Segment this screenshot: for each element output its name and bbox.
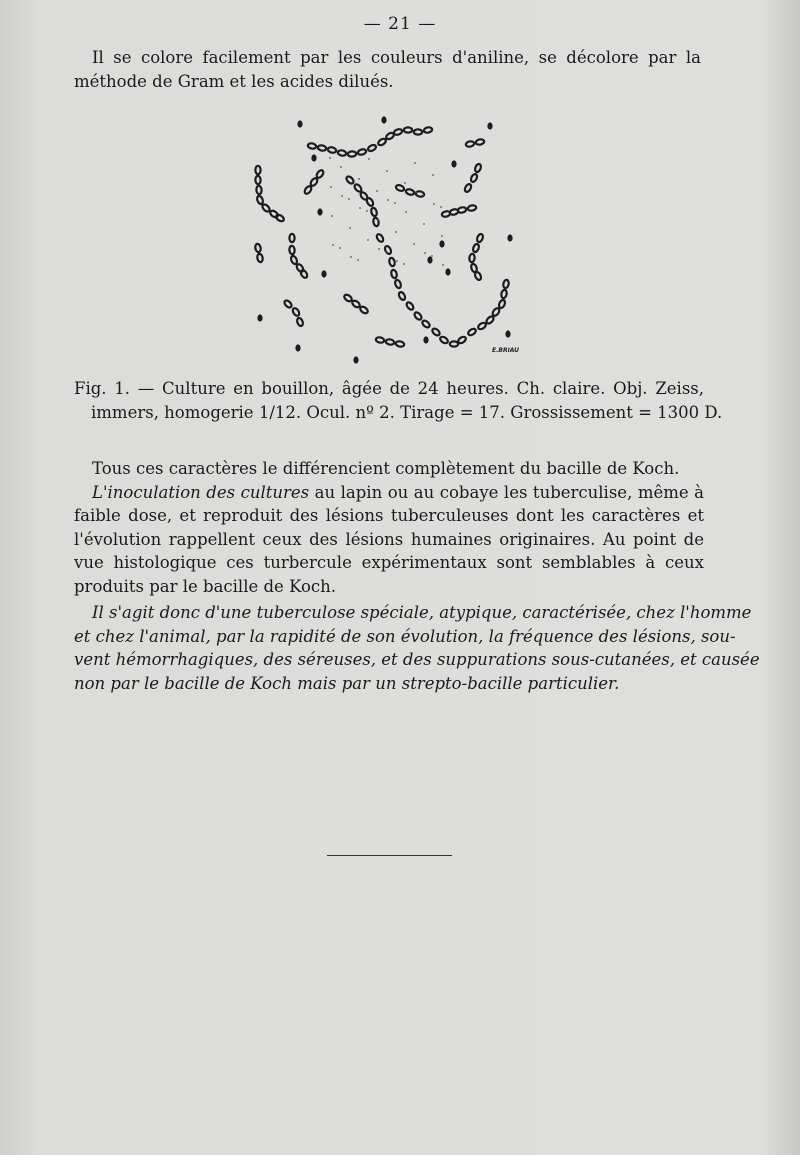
bacillus-cell [439, 336, 449, 345]
figure-streptobacilli-drawing [240, 108, 540, 370]
body-line-2-rest: au lapin ou au cobaye les tuberculise, même à [309, 482, 704, 502]
bacillus-cell [405, 188, 415, 195]
engraver-signature: E.BRIAU [492, 347, 520, 354]
bacillus-single [257, 314, 262, 321]
bacillus-cell [357, 148, 367, 155]
granule-speck [424, 252, 426, 254]
bacillus-cell [375, 337, 384, 344]
granule-speck [413, 243, 415, 245]
bacillus-cell [491, 307, 500, 317]
bacillus-cell [423, 127, 432, 134]
bacillus-single [427, 256, 432, 263]
granule-speck [394, 202, 396, 204]
bacillus-cell [289, 234, 294, 242]
bacillus-cell [405, 301, 414, 311]
bacillus-cell [467, 327, 477, 336]
granule-speck [405, 211, 407, 213]
granule-speck [386, 170, 388, 172]
bacillus-cell [413, 311, 422, 321]
bacillus-cell [370, 207, 377, 217]
body-paragraph [74, 457, 704, 598]
bacillus-cell [457, 336, 467, 345]
bacillus-single [321, 270, 326, 277]
caption-line-1: Fig. 1. — Culture en bouillon, âgée de 24 heures. Ch. claire. Obj. Zeiss, [74, 379, 704, 398]
granule-speck [395, 231, 397, 233]
granule-speck [348, 198, 350, 200]
granule-speck [422, 194, 424, 196]
bacillus-cell [343, 293, 353, 302]
bacillus-cell [474, 271, 482, 281]
bacillus-cell [465, 141, 474, 148]
bacillus-single [505, 330, 510, 337]
bacillus-cell [385, 339, 394, 346]
bacillus-cell [472, 243, 480, 253]
bacillus-cell [395, 341, 404, 348]
bacillus-single [297, 120, 302, 127]
granule-speck [330, 186, 332, 188]
bacillus-cell [395, 184, 405, 192]
conclusion-line-3: vent hémorrhagiques, des séreuses, et des suppurations sous-cutanées, et causée [74, 650, 760, 669]
granule-speck [385, 251, 387, 253]
granule-speck [341, 195, 343, 197]
bacillus-cell [317, 145, 326, 152]
granule-speck [404, 182, 406, 184]
bacillus-cell [394, 279, 402, 289]
granule-speck [358, 178, 360, 180]
caption-line-2: immers, homogerie 1/12. Ocul. nº 2. Tirage = 17. Grossissement = 1300 D. [91, 402, 723, 422]
bacillus-single [487, 122, 492, 129]
bacillus-cell [292, 307, 301, 317]
conclusion-paragraph [74, 601, 760, 695]
granule-speck [366, 210, 368, 212]
bacillus-cell [398, 291, 407, 301]
granule-speck [431, 255, 433, 257]
bacillus-cell [373, 217, 380, 226]
granule-speck [367, 239, 369, 241]
bacillus-cell [256, 186, 262, 195]
figure-caption [74, 377, 723, 424]
bacillus-cell [431, 327, 441, 336]
bacillus-cell [315, 169, 324, 179]
bacillus-cell [421, 319, 431, 328]
granule-speck [378, 248, 380, 250]
bacillus-cell [476, 233, 484, 243]
granule-speck [415, 191, 417, 193]
bacillus-single [439, 240, 444, 247]
bacillus-single [317, 208, 322, 215]
bacillus-cell [475, 139, 484, 146]
bacillus-cell [353, 183, 362, 193]
bacillus-cell [300, 269, 309, 279]
bacillus-cell [367, 144, 377, 152]
page-number: — 21 — [363, 14, 437, 34]
granule-speck [357, 259, 359, 261]
bacillus-single [295, 344, 300, 351]
bacillus-cell [503, 279, 510, 288]
granule-speck [441, 235, 443, 237]
bacillus-cell [351, 299, 361, 308]
bacillus-cell [309, 177, 318, 187]
granule-speck [423, 223, 425, 225]
section-divider [327, 855, 452, 856]
body-line-2 [74, 481, 704, 505]
granule-speck [403, 263, 405, 265]
bacillus-cell [474, 163, 482, 173]
granule-speck [376, 190, 378, 192]
conclusion-line-1: Il s'agit donc d'une tuberculose spéciale, atypique, caractérisée, chez l'homme [92, 603, 752, 622]
bacillus-cell [275, 214, 285, 223]
bacillus-single [451, 160, 456, 167]
bacillus-cell [450, 341, 458, 346]
granule-speck [433, 203, 435, 205]
granule-speck [359, 207, 361, 209]
bacillus-cell [467, 205, 476, 212]
granule-speck [432, 174, 434, 176]
intro-line-2: méthode de Gram et les acides dilués. [74, 71, 394, 91]
granule-speck [440, 206, 442, 208]
bacillus-cell [414, 129, 422, 134]
bacillus-cell [261, 203, 271, 213]
granule-speck [331, 215, 333, 217]
bacillus-cell [307, 143, 316, 150]
body-line-4: l'évolution rappellent ceux des lésions humaines originaires. Au point de [74, 529, 704, 549]
bacillus-cell [469, 254, 475, 263]
bacillus-cell [255, 243, 262, 252]
bacillus-cell [404, 127, 412, 132]
bacillus-single [353, 356, 358, 363]
bacilli-illustration [240, 108, 540, 370]
granule-speck [350, 256, 352, 258]
bacillus-cell [283, 299, 293, 309]
bacillus-single [311, 154, 316, 161]
bacillus-cell [376, 233, 385, 243]
bacillus-single [445, 268, 450, 275]
bacillus-cell [290, 255, 298, 265]
bacillus-cell [296, 317, 304, 327]
granule-speck [387, 199, 389, 201]
bacillus-cell [384, 245, 392, 255]
bacillus-cell [366, 197, 375, 207]
bacillus-cell [470, 173, 478, 183]
bacillus-cell [257, 253, 264, 262]
bacillus-cell [337, 150, 346, 157]
bacillus-cell [256, 195, 264, 205]
body-line-5: vue histologique ces turbercule expérimentaux sont semblables à ceux [74, 553, 704, 572]
bacillus-cell [327, 146, 336, 153]
bacillus-cell [359, 305, 369, 314]
bacillus-single [423, 336, 428, 343]
granule-speck [339, 247, 341, 249]
bacillus-cell [457, 207, 466, 214]
bacillus-single [381, 116, 386, 123]
bacillus-cell [303, 185, 312, 195]
bacillus-cell [390, 269, 397, 278]
bacillus-cell [255, 176, 261, 185]
bacillus-cell [393, 128, 403, 136]
bacillus-cell [388, 257, 395, 266]
bacillus-cell [464, 183, 473, 193]
intro-line-1: Il se colore facilement par les couleurs d'aniline, se décolore par la [92, 48, 701, 67]
bacillus-cell [255, 166, 260, 174]
bacillus-cell [345, 175, 355, 185]
granule-speck [377, 219, 379, 221]
bacillus-cell [485, 315, 495, 325]
conclusion-line-2: et chez l'animal, par la rapidité de son évolution, la fréquence des lésions, sou- [74, 626, 736, 646]
bacillus-cell [501, 289, 508, 298]
granule-speck [368, 158, 370, 160]
body-line-6: produits par le bacille de Koch. [74, 576, 336, 596]
bacillus-cell [377, 138, 387, 147]
bacillus-cell [477, 322, 487, 331]
conclusion-line-4: non par le bacille de Koch mais par un strepto-bacille particulier. [74, 673, 620, 693]
body-line-2-italic: L'inoculation des cultures [92, 482, 310, 502]
bacillus-cell [289, 246, 295, 255]
body-line-3: faible dose, et reproduit des lésions tuberculeuses dont les caractères et [74, 506, 704, 525]
granule-speck [349, 227, 351, 229]
bacilli-chains [255, 116, 513, 363]
granule-speck [340, 166, 342, 168]
bacillus-single [507, 234, 512, 241]
granule-speck [442, 264, 444, 266]
intro-paragraph [74, 46, 701, 93]
granule-speck [332, 244, 334, 246]
bacillus-cell [498, 299, 506, 309]
bacillus-cell [348, 151, 357, 157]
granule-speck [396, 260, 398, 262]
granule-speck [329, 157, 331, 159]
body-line-1: Tous ces caractères le différencient complètement du bacille de Koch. [92, 459, 680, 478]
granule-speck [414, 162, 416, 164]
